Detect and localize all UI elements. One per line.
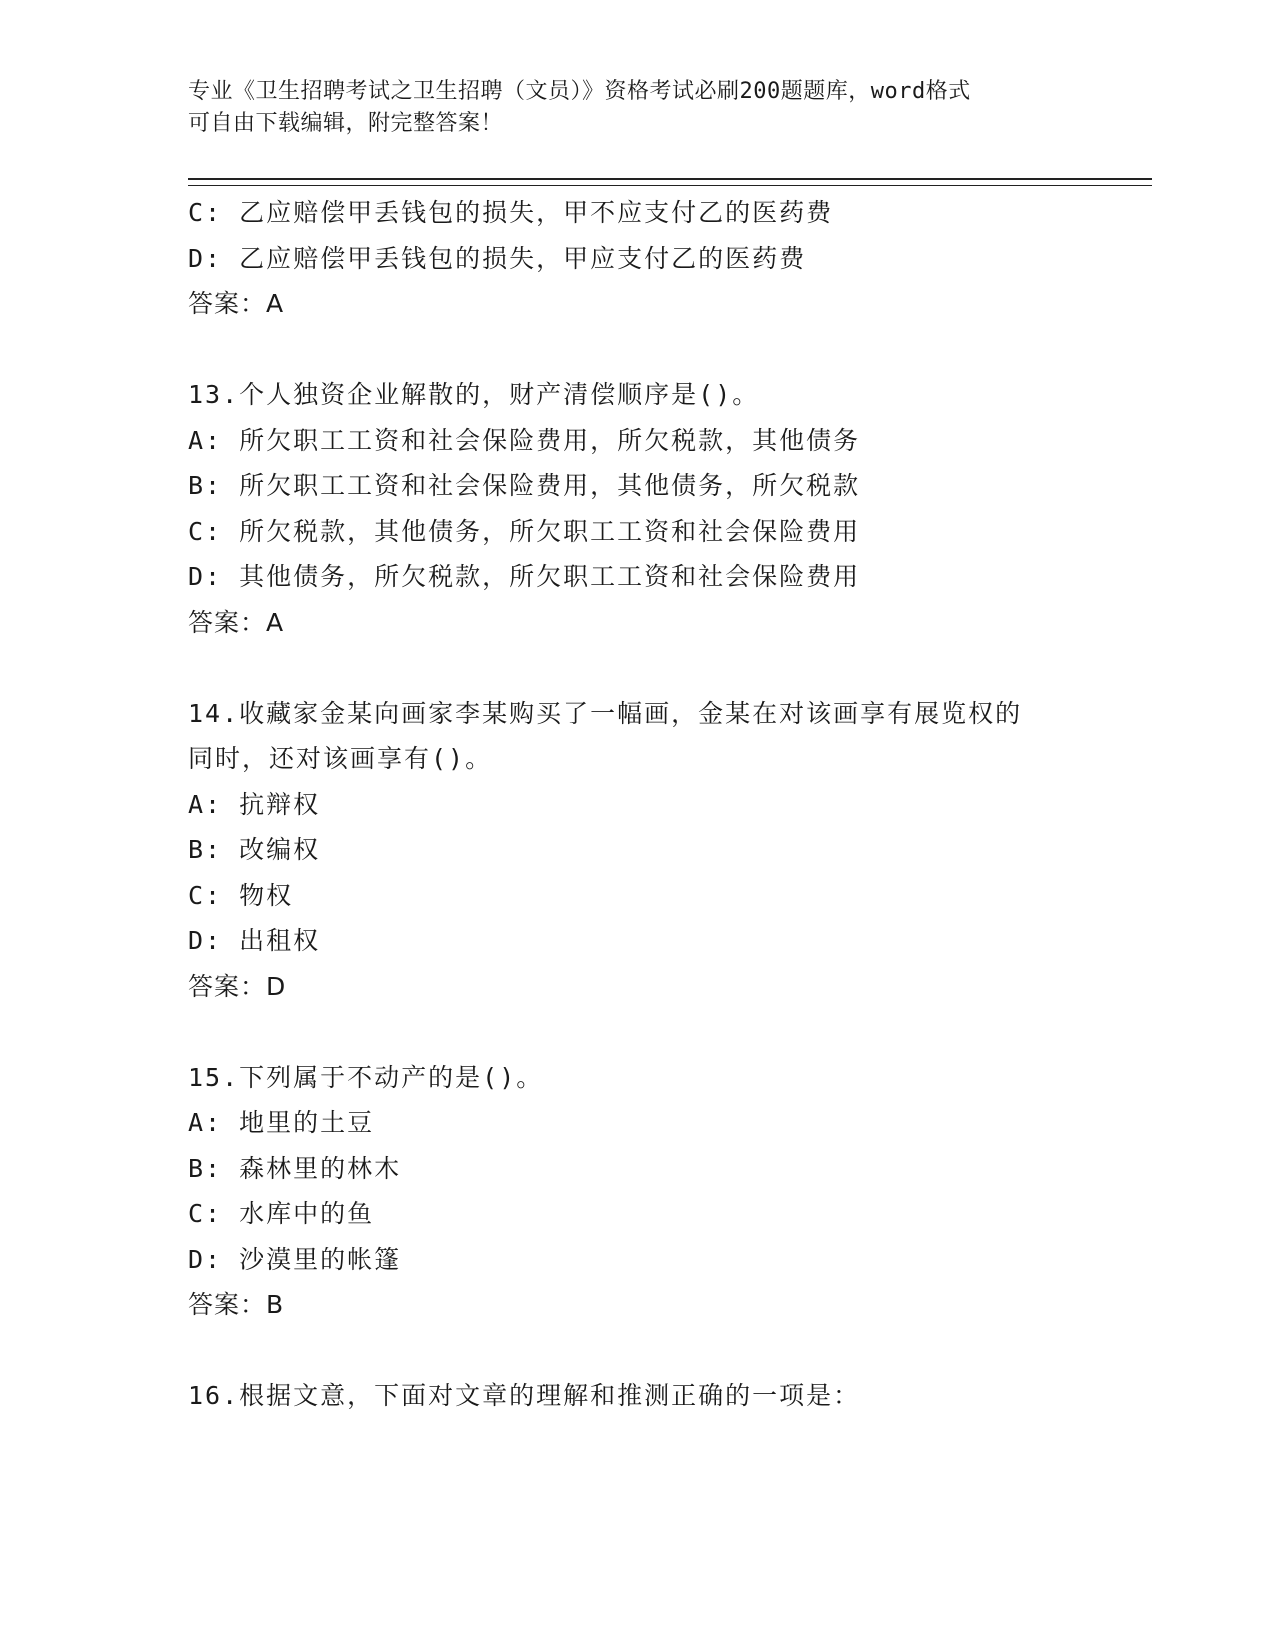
option-d: D: 出租权 xyxy=(188,926,321,955)
question-14 xyxy=(188,691,1148,1010)
question-stem-continued: 同时，还对该画享有()。 xyxy=(188,744,493,773)
option-c: C: 所欠税款，其他债务，所欠职工工资和社会保险费用 xyxy=(188,516,861,546)
question-list xyxy=(188,190,1148,1419)
option-c: C: 乙应赔偿甲丢钱包的损失，甲不应支付乙的医药费 xyxy=(188,198,834,227)
option-c: C: 物权 xyxy=(188,880,294,910)
answer: 答案：D xyxy=(188,971,287,1001)
answer: 答案：A xyxy=(188,607,285,637)
option-b: B: 森林里的林木 xyxy=(188,1153,402,1183)
option-d: D: 其他债务，所欠税款，所欠职工工资和社会保险费用 xyxy=(188,562,861,591)
answer: 答案：B xyxy=(188,1290,285,1319)
header-divider xyxy=(188,178,1152,186)
question-13 xyxy=(188,372,1148,645)
option-c: C: 水库中的鱼 xyxy=(188,1199,375,1228)
option-a: A: 抗辩权 xyxy=(188,789,321,819)
question-stem: 13.个人独资企业解散的，财产清偿顺序是()。 xyxy=(188,380,760,409)
header-title-line-1: 专业《卫生招聘考试之卫生招聘（文员）》资格考试必刷200题题库，word格式 xyxy=(188,79,971,104)
option-d: D: 沙漠里的帐篷 xyxy=(188,1244,402,1274)
option-a: A: 所欠职工工资和社会保险费用，所欠税款，其他债务 xyxy=(188,425,861,455)
question-stem: 15.下列属于不动产的是()。 xyxy=(188,1062,544,1092)
header-title-line-2: 可自由下载编辑，附完整答案！ xyxy=(188,111,504,136)
option-b: B: 改编权 xyxy=(188,835,321,864)
option-a: A: 地里的土豆 xyxy=(188,1108,375,1137)
question-12 xyxy=(188,190,1148,327)
question-stem: 14.收藏家金某向画家李某购买了一幅画，金某在对该画享有展览权的 xyxy=(188,698,1023,728)
option-b: B: 所欠职工工资和社会保险费用，其他债务，所欠税款 xyxy=(188,471,861,500)
question-stem: 16.根据文意，下面对文章的理解和推测正确的一项是： xyxy=(188,1381,861,1410)
question-16 xyxy=(188,1373,1148,1419)
document-header xyxy=(188,76,1088,140)
question-15 xyxy=(188,1055,1148,1328)
option-d: D: 乙应赔偿甲丢钱包的损失，甲应支付乙的医药费 xyxy=(188,243,807,273)
answer: 答案：A xyxy=(188,289,285,318)
